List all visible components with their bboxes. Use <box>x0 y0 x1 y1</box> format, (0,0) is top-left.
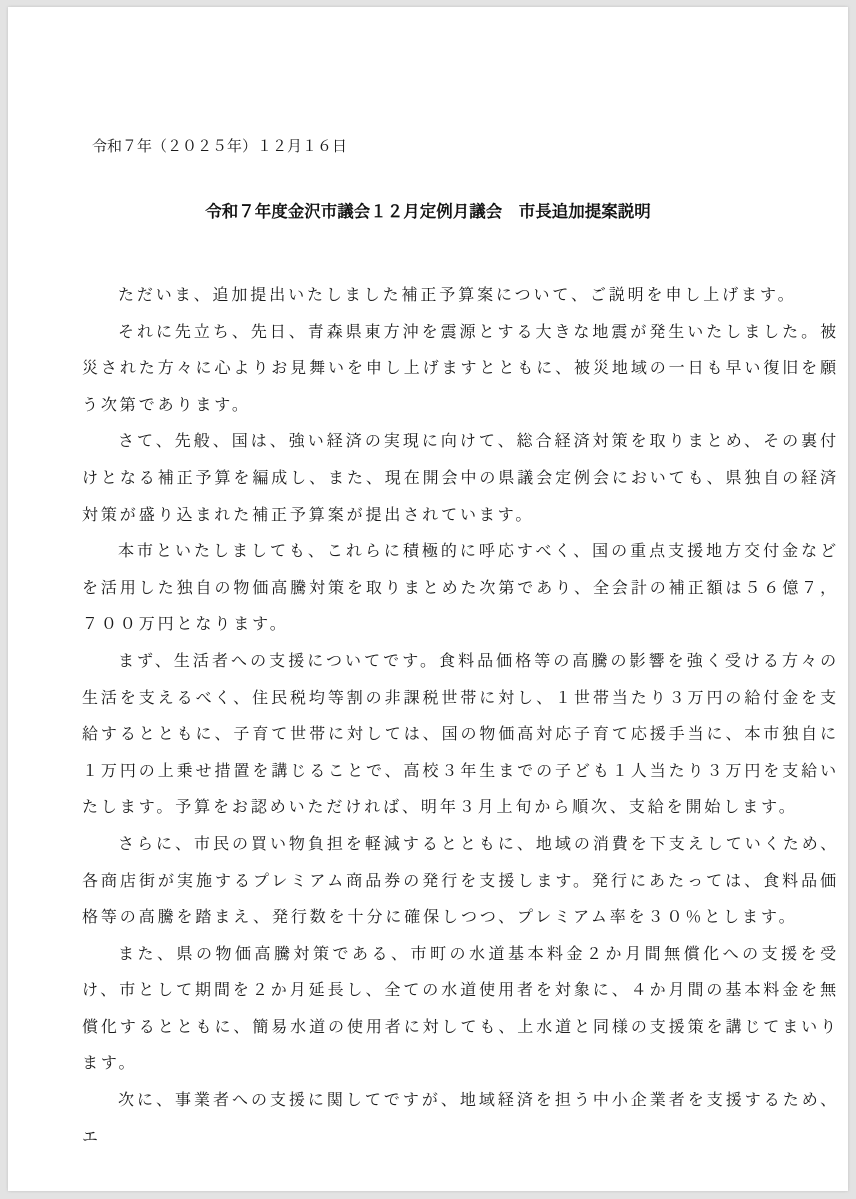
paragraph: さらに、市民の買い物負担を軽減するとともに、地域の消費を下支えしていくため、各商店街が実施するプレミアム商品券の発行を支援します。発行にあたっては、食料品価格等の高騰を踏まえ、発行数を十分に確保しつつ、プレミアム率を３０％とします。 <box>82 835 839 927</box>
paragraph: また、県の物価高騰対策である、市町の水道基本料金２か月間無償化への支援を受け、市として期間を２か月延長し、全ての水道使用者を対象に、４か月間の基本料金を無償化するとともに、簡易水道の使用者に対しても、上水道と同様の支援策を講じてまいります。 <box>82 945 839 1073</box>
paragraph: それに先立ち、先日、青森県東方沖を震源とする大きな地震が発生いたしました。被災された方々に心よりお見舞いを申し上げますとともに、被災地域の一日も早い復旧を願う次第であります。 <box>82 323 839 414</box>
paragraph: ただいま、追加提出いたしました補正予算案について、ご説明を申し上げます。 <box>118 287 797 304</box>
paragraph: まず、生活者への支援についてです。食料品価格等の高騰の影響を強く受ける方々の生活を支えるべく、住民税均等割の非課税世帯に対し、１世帯当たり３万円の給付金を支給するとともに、子育て世帯に対しては、国の物価高対応子育て応援手当に、本市独自に１万円の上乗せ措置を講じることで、高校３年生までの子ども１人当たり３万円を支給いたします。予算をお認めいただければ、明年３月上旬から順次、支給を開始します。 <box>82 652 839 817</box>
document-title: 令和７年度金沢市議会１２月定例月議会 市長追加提案説明 <box>205 203 651 221</box>
document-page <box>8 7 848 1191</box>
document-body <box>82 278 839 1156</box>
paragraph: さて、先般、国は、強い経済の実現に向けて、総合経済対策を取りまとめ、その裏付けとなる補正予算を編成し、また、現在開会中の県議会定例会においても、県独自の経済対策が盛り込まれた補正予算案が提出されています。 <box>82 433 839 524</box>
paragraph: 本市といたしましても、これらに積極的に呼応すべく、国の重点支援地方交付金などを活用した独自の物価高騰対策を取りまとめた次第であり、全会計の補正額は５６億７，７００万円となります。 <box>82 543 839 634</box>
date-line: 令和７年（２０２５年）１２月１６日 <box>92 139 348 155</box>
paragraph: 次に、事業者への支援に関してですが、地域経済を担う中小企業者を支援するため、エ <box>82 1092 839 1146</box>
